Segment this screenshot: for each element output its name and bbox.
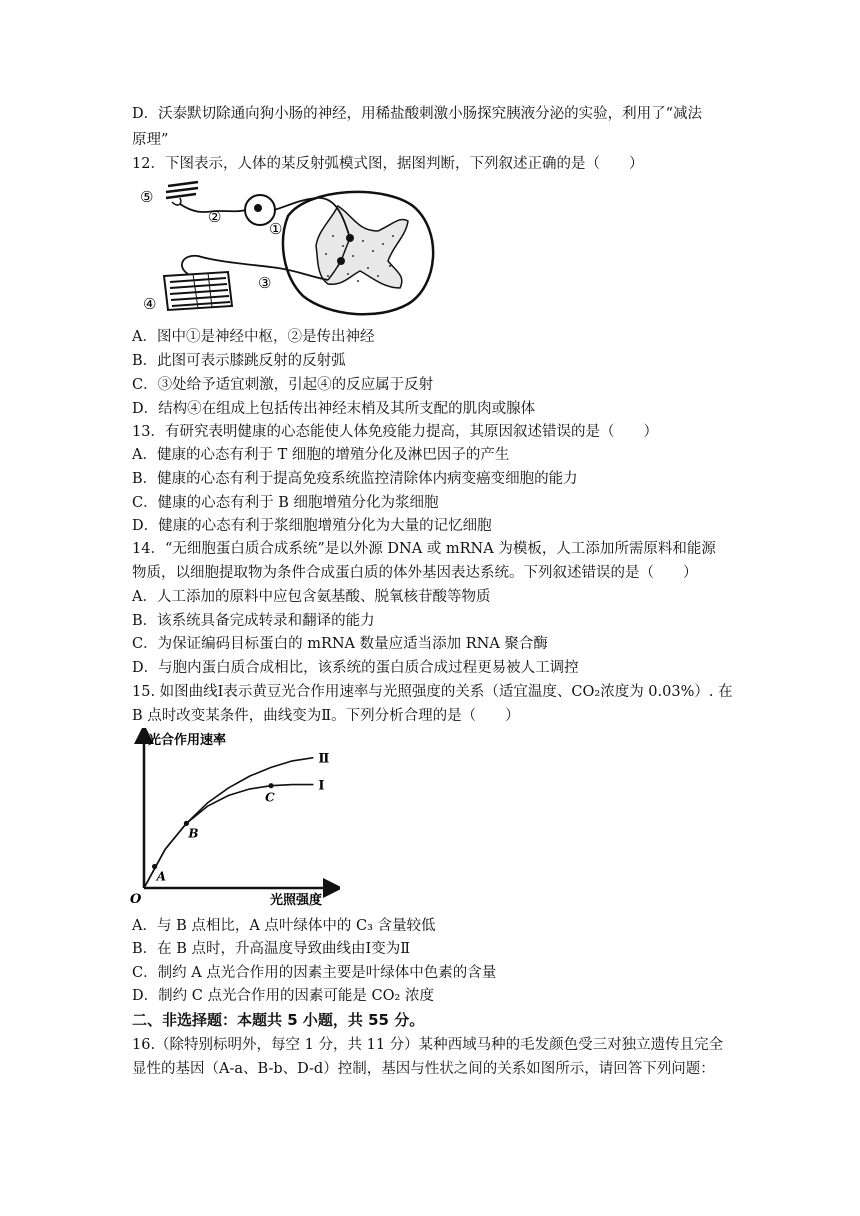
- q14-stem-line2: 物质，以细胞提取物为条件合成蛋白质的体外基因表达系统。下列叙述错误的是（ ）: [132, 565, 698, 581]
- origin-label: O: [130, 892, 142, 907]
- q11-option-d-line2: 原理”: [132, 132, 169, 148]
- q14-stem-line1: 14．“无细胞蛋白质合成系统”是以外源 DNA 或 mRNA 为模板，人工添加所需原料和能源: [132, 541, 716, 557]
- q13-option-d: D．健康的心态有利于浆细胞增殖分化为大量的记忆细胞: [132, 518, 492, 534]
- series-line-1: [144, 785, 313, 888]
- y-axis-label: 光合作用速率: [148, 733, 227, 748]
- spinal-cord-section: [283, 192, 433, 314]
- q16-line2: 显性的基因（A-a、B-b、D-d）控制，基因与性状之间的关系如图所示，请回答下列问题：: [132, 1061, 715, 1077]
- photosynthesis-chart: [128, 728, 340, 910]
- label-3: ③: [258, 274, 272, 292]
- q14-option-a: A．人工添加的原料中应包含氨基酸、脱氧核苷酸等物质: [132, 589, 491, 605]
- q12-stem: 12．下图表示，人体的某反射弧模式图，据图判断，下列叙述正确的是（ ）: [132, 156, 644, 172]
- reflex-arc-figure: [138, 176, 443, 321]
- q13-option-a: A．健康的心态有利于 T 细胞的增殖分化及淋巴因子的产生: [132, 447, 510, 463]
- q15-option-d: D．制约 C 点光合作用的因素可能是 CO₂ 浓度: [132, 988, 434, 1004]
- q15-option-a: A．与 B 点相比，A 点叶绿体中的 C₃ 含量较低: [132, 918, 436, 934]
- q13-option-b: B．健康的心态有利于提高免疫系统监控清除体内病变癌变细胞的能力: [132, 471, 578, 487]
- point-label-b: B: [188, 826, 199, 841]
- receptor-skin: [166, 182, 198, 205]
- q15-stem-line2: B 点时改变某条件，曲线变为Ⅱ。下列分析合理的是（ ）: [132, 708, 520, 724]
- q12-option-d: D．结构④在组成上包括传出神经末梢及其所支配的肌肉或腺体: [132, 401, 536, 417]
- q11-option-d-line1: D．沃泰默切除通向狗小肠的神经，用稀盐酸刺激小肠探究胰液分泌的实验，利用了“减法: [132, 106, 703, 122]
- q14-option-c: C．为保证编码目标蛋白的 mRNA 数量应适当添加 RNA 聚合酶: [132, 636, 548, 652]
- label-5: ⑤: [140, 188, 154, 206]
- x-axis-label: 光照强度: [270, 893, 323, 908]
- label-4: ④: [143, 295, 157, 313]
- label-1: ①: [269, 220, 283, 238]
- q12-option-a: A．图中①是神经中枢，②是传出神经: [132, 329, 375, 345]
- point-label-c: C: [265, 790, 275, 805]
- muscle-effector: [164, 272, 232, 310]
- q16-line1: 16.（除特别标明外，每空 1 分，共 11 分）某种西域马种的毛发颜色受三对独立遗传且完全: [132, 1037, 724, 1053]
- q14-option-b: B．该系统具备完成转录和翻译的能力: [132, 613, 375, 629]
- q15-option-b: B．在 B 点时，升高温度导致曲线由Ⅰ变为Ⅱ: [132, 941, 411, 957]
- q15-stem-line1: 15. 如图曲线Ⅰ表示黄豆光合作用速率与光照强度的关系（适宜温度、CO₂浓度为 0.03%）. 在: [132, 684, 733, 700]
- label-2: ②: [208, 208, 222, 226]
- q15-option-c: C．制约 A 点光合作用的因素主要是叶绿体中色素的含量: [132, 965, 497, 981]
- q12-option-b: B．此图可表示膝跳反射的反射弧: [132, 353, 346, 369]
- q13-stem: 13．有研究表明健康的心态能使人体免疫能力提高，其原因叙述错误的是（ ）: [132, 424, 658, 440]
- series-line-2: [144, 758, 313, 888]
- section-heading-nonchoice: 二、非选择题：本题共 5 小题，共 55 分。: [132, 1011, 425, 1029]
- q13-option-c: C．健康的心态有利于 B 细胞增殖分化为浆细胞: [132, 495, 439, 511]
- point-b: [184, 821, 189, 826]
- point-c: [269, 783, 274, 788]
- q14-option-d: D．与胞内蛋白质合成相比，该系统的蛋白质合成过程更易被人工调控: [132, 660, 579, 676]
- q12-option-c: C．③处给予适宜刺激，引起④的反应属于反射: [132, 377, 434, 393]
- point-label-a: A: [156, 869, 166, 884]
- point-a: [152, 864, 157, 869]
- series-label-1: Ⅰ: [318, 778, 325, 794]
- series-label-2: Ⅱ: [318, 751, 330, 767]
